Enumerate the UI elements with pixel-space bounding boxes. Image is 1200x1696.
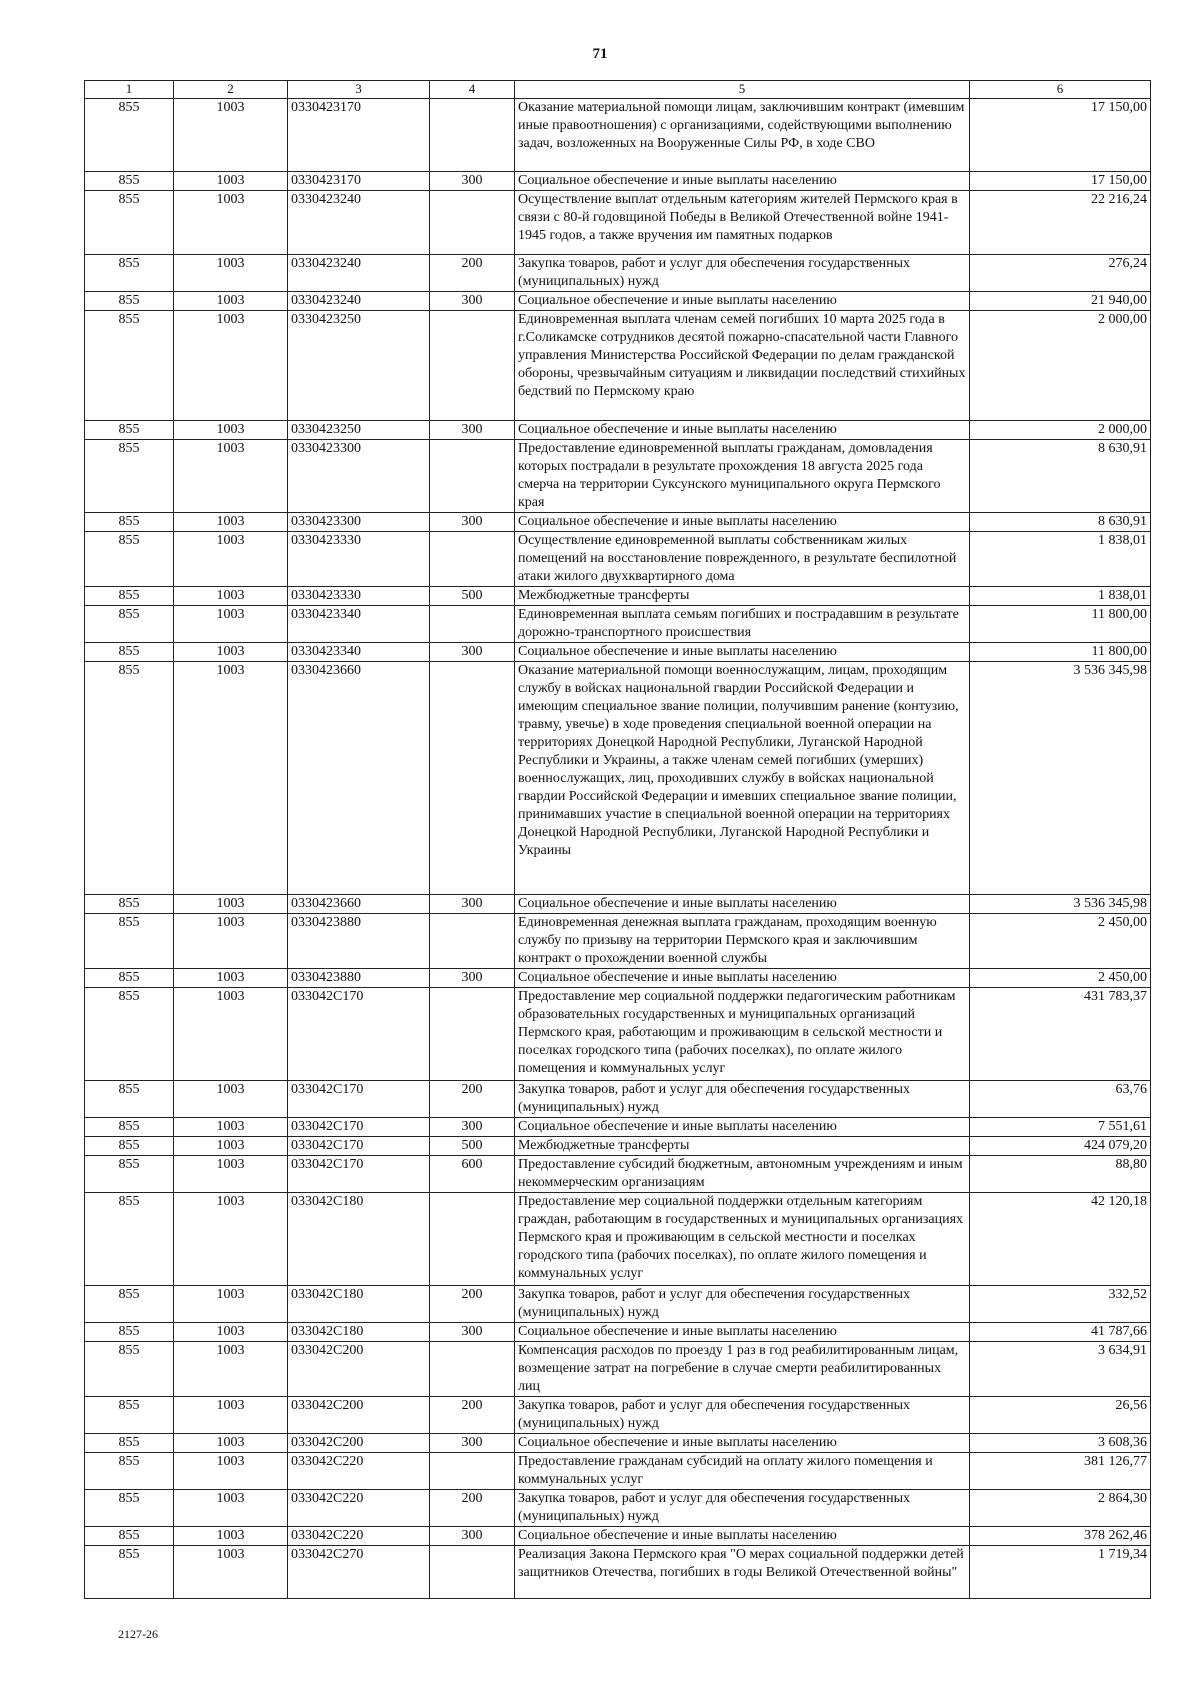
- cell-target-article: 0330423340: [288, 606, 430, 643]
- cell-name: Компенсация расходов по проезду 1 раз в год реабилитированным лицам, возмещение затрат на погребение в случае смерти реабилитированных лиц: [515, 1342, 970, 1397]
- cell-target-article: 0330423170: [288, 172, 430, 191]
- page-number: 71: [592, 46, 608, 62]
- table-row: [85, 513, 1151, 532]
- cell-chapter: 855: [85, 255, 174, 292]
- cell-section: 1003: [174, 1453, 288, 1490]
- table-row: [85, 1081, 1151, 1118]
- column-header: 3: [288, 81, 430, 99]
- cell-section: 1003: [174, 1156, 288, 1193]
- cell-name: Предоставление гражданам субсидий на оплату жилого помещения и коммунальных услуг: [515, 1453, 970, 1490]
- column-header: 4: [430, 81, 515, 99]
- cell-target-article: 033042С270: [288, 1546, 430, 1599]
- table-row: [85, 643, 1151, 662]
- table-row: [85, 1453, 1151, 1490]
- cell-amount: 8 630,91: [970, 513, 1151, 532]
- cell-amount: 88,80: [970, 1156, 1151, 1193]
- budget-table: [84, 80, 1151, 1599]
- document-code: 2127-26: [118, 1627, 158, 1641]
- cell-target-article: 033042С170: [288, 1137, 430, 1156]
- cell-section: 1003: [174, 1397, 288, 1434]
- cell-section: 1003: [174, 969, 288, 988]
- cell-target-article: 033042С170: [288, 1081, 430, 1118]
- cell-section: 1003: [174, 1118, 288, 1137]
- cell-amount: 378 262,46: [970, 1527, 1151, 1546]
- cell-target-article: 0330423240: [288, 255, 430, 292]
- cell-name: Межбюджетные трансферты: [515, 1137, 970, 1156]
- table-row: [85, 440, 1151, 513]
- cell-expense-type: [430, 440, 515, 513]
- cell-section: 1003: [174, 421, 288, 440]
- cell-target-article: 0330423660: [288, 895, 430, 914]
- cell-expense-type: 300: [430, 643, 515, 662]
- table-row: [85, 1490, 1151, 1527]
- cell-section: 1003: [174, 440, 288, 513]
- table-row: [85, 292, 1151, 311]
- table-row: [85, 1527, 1151, 1546]
- cell-name: Закупка товаров, работ и услуг для обеспечения государственных (муниципальных) нужд: [515, 1397, 970, 1434]
- cell-target-article: 033042С220: [288, 1527, 430, 1546]
- cell-section: 1003: [174, 513, 288, 532]
- cell-name: Закупка товаров, работ и услуг для обеспечения государственных (муниципальных) нужд: [515, 1286, 970, 1323]
- cell-expense-type: 300: [430, 895, 515, 914]
- cell-name: Единовременная выплата семьям погибших и пострадавшим в результате дорожно-транспортного происшествия: [515, 606, 970, 643]
- cell-expense-type: [430, 311, 515, 421]
- table-row: [85, 895, 1151, 914]
- cell-expense-type: 200: [430, 1286, 515, 1323]
- cell-chapter: 855: [85, 1342, 174, 1397]
- table-row: [85, 1397, 1151, 1434]
- cell-amount: 7 551,61: [970, 1118, 1151, 1137]
- cell-section: 1003: [174, 1434, 288, 1453]
- cell-expense-type: 200: [430, 255, 515, 292]
- cell-expense-type: [430, 662, 515, 895]
- table-row: [85, 662, 1151, 895]
- cell-expense-type: [430, 1342, 515, 1397]
- cell-section: 1003: [174, 1490, 288, 1527]
- column-header: 1: [85, 81, 174, 99]
- cell-expense-type: 300: [430, 172, 515, 191]
- table-row: [85, 532, 1151, 587]
- cell-name: Закупка товаров, работ и услуг для обеспечения государственных (муниципальных) нужд: [515, 255, 970, 292]
- cell-target-article: 0330423250: [288, 311, 430, 421]
- cell-target-article: 033042С200: [288, 1342, 430, 1397]
- cell-target-article: 0330423880: [288, 914, 430, 969]
- cell-amount: 2 000,00: [970, 311, 1151, 421]
- cell-chapter: 855: [85, 421, 174, 440]
- cell-chapter: 855: [85, 1081, 174, 1118]
- cell-expense-type: [430, 1193, 515, 1286]
- cell-name: Социальное обеспечение и иные выплаты населению: [515, 1434, 970, 1453]
- cell-amount: 21 940,00: [970, 292, 1151, 311]
- cell-name: Оказание материальной помощи военнослужащим, лицам, проходящим службу в войсках национальной гвардии Российской Федерации и имеющим специальное звание полиции, получившим ранение (контузию, травму, увечье) в ходе проведения специальной военной операции на территориях Донецкой Народной Республики, Луганской Народной Республики и Украины, а также членам семей погибших (умерших) военнослужащих, лиц, проходивших службу в войсках национальной гвардии Российской Федерации и имевших специальное звание полиции, принимавших участие в специальной военной операции на территориях Донецкой Народной Республики, Луганской Народной Республики и Украины: [515, 662, 970, 895]
- cell-amount: 2 450,00: [970, 914, 1151, 969]
- cell-chapter: 855: [85, 969, 174, 988]
- cell-target-article: 0330423330: [288, 587, 430, 606]
- cell-section: 1003: [174, 1286, 288, 1323]
- table-row: [85, 1193, 1151, 1286]
- table-row: [85, 255, 1151, 292]
- cell-name: Социальное обеспечение и иные выплаты населению: [515, 292, 970, 311]
- cell-target-article: 0330423880: [288, 969, 430, 988]
- cell-amount: 2 000,00: [970, 421, 1151, 440]
- cell-section: 1003: [174, 662, 288, 895]
- table-row: [85, 421, 1151, 440]
- cell-name: Социальное обеспечение и иные выплаты населению: [515, 895, 970, 914]
- cell-target-article: 033042С180: [288, 1286, 430, 1323]
- cell-section: 1003: [174, 532, 288, 587]
- cell-section: 1003: [174, 1323, 288, 1342]
- cell-name: Осуществление единовременной выплаты собственникам жилых помещений на восстановление поврежденного, в результате беспилотной атаки жилого двухквартирного дома: [515, 532, 970, 587]
- cell-amount: 3 608,36: [970, 1434, 1151, 1453]
- cell-expense-type: 200: [430, 1081, 515, 1118]
- cell-chapter: 855: [85, 1527, 174, 1546]
- cell-expense-type: [430, 1546, 515, 1599]
- cell-chapter: 855: [85, 311, 174, 421]
- cell-amount: 276,24: [970, 255, 1151, 292]
- cell-chapter: 855: [85, 895, 174, 914]
- cell-section: 1003: [174, 172, 288, 191]
- cell-amount: 3 536 345,98: [970, 895, 1151, 914]
- cell-section: 1003: [174, 988, 288, 1081]
- cell-target-article: 033042С220: [288, 1453, 430, 1490]
- cell-section: 1003: [174, 1081, 288, 1118]
- cell-section: 1003: [174, 606, 288, 643]
- cell-section: 1003: [174, 1527, 288, 1546]
- cell-target-article: 033042С180: [288, 1193, 430, 1286]
- cell-section: 1003: [174, 587, 288, 606]
- cell-expense-type: [430, 1453, 515, 1490]
- cell-name: Социальное обеспечение и иные выплаты населению: [515, 1323, 970, 1342]
- cell-expense-type: 300: [430, 1118, 515, 1137]
- cell-amount: 26,56: [970, 1397, 1151, 1434]
- cell-target-article: 0330423240: [288, 292, 430, 311]
- cell-name: Реализация Закона Пермского края "О мерах социальной поддержки детей защитников Отечества, погибших в годы Великой Отечественной войны": [515, 1546, 970, 1599]
- table-row: [85, 1342, 1151, 1397]
- cell-section: 1003: [174, 895, 288, 914]
- cell-expense-type: 500: [430, 587, 515, 606]
- cell-name: Социальное обеспечение и иные выплаты населению: [515, 969, 970, 988]
- table-row: [85, 606, 1151, 643]
- cell-target-article: 0330423170: [288, 99, 430, 172]
- cell-name: Социальное обеспечение и иные выплаты населению: [515, 1527, 970, 1546]
- cell-name: Предоставление единовременной выплаты гражданам, домовладения которых пострадали в результате прохождения 18 августа 2025 года смерча на территории Суксунского муниципального округа Пермского края: [515, 440, 970, 513]
- table-row: [85, 914, 1151, 969]
- cell-amount: 2 450,00: [970, 969, 1151, 988]
- table-row: [85, 99, 1151, 172]
- cell-chapter: 855: [85, 1397, 174, 1434]
- cell-section: 1003: [174, 1193, 288, 1286]
- cell-target-article: 0330423660: [288, 662, 430, 895]
- cell-expense-type: [430, 606, 515, 643]
- cell-amount: 3 634,91: [970, 1342, 1151, 1397]
- cell-expense-type: [430, 99, 515, 172]
- cell-expense-type: 500: [430, 1137, 515, 1156]
- cell-section: 1003: [174, 191, 288, 255]
- table-row: [85, 1546, 1151, 1599]
- cell-section: 1003: [174, 255, 288, 292]
- cell-expense-type: 300: [430, 1434, 515, 1453]
- column-header: 5: [515, 81, 970, 99]
- cell-expense-type: [430, 532, 515, 587]
- cell-chapter: 855: [85, 532, 174, 587]
- cell-amount: 381 126,77: [970, 1453, 1151, 1490]
- cell-section: 1003: [174, 1546, 288, 1599]
- table-row: [85, 969, 1151, 988]
- cell-chapter: 855: [85, 440, 174, 513]
- cell-name: Единовременная выплата членам семей погибших 10 марта 2025 года в г.Соликамске сотрудников десятой пожарно-спасательной части Главного управления Министерства Российской Федерации по делам гражданской обороны, чрезвычайным ситуациям и ликвидации последствий стихийных бедствий по Пермскому краю: [515, 311, 970, 421]
- cell-amount: 42 120,18: [970, 1193, 1151, 1286]
- cell-amount: 332,52: [970, 1286, 1151, 1323]
- cell-amount: 424 079,20: [970, 1137, 1151, 1156]
- cell-chapter: 855: [85, 988, 174, 1081]
- cell-target-article: 033042С180: [288, 1323, 430, 1342]
- cell-amount: 17 150,00: [970, 99, 1151, 172]
- cell-section: 1003: [174, 311, 288, 421]
- cell-expense-type: 300: [430, 292, 515, 311]
- cell-chapter: 855: [85, 662, 174, 895]
- cell-name: Социальное обеспечение и иные выплаты населению: [515, 513, 970, 532]
- cell-name: Социальное обеспечение и иные выплаты населению: [515, 421, 970, 440]
- table-row: [85, 587, 1151, 606]
- cell-target-article: 033042С170: [288, 988, 430, 1081]
- cell-chapter: 855: [85, 914, 174, 969]
- table-row: [85, 172, 1151, 191]
- table-row: [85, 988, 1151, 1081]
- cell-chapter: 855: [85, 1156, 174, 1193]
- cell-expense-type: 300: [430, 969, 515, 988]
- cell-target-article: 0330423250: [288, 421, 430, 440]
- cell-chapter: 855: [85, 292, 174, 311]
- table-row: [85, 1286, 1151, 1323]
- cell-chapter: 855: [85, 606, 174, 643]
- cell-section: 1003: [174, 1137, 288, 1156]
- cell-chapter: 855: [85, 1434, 174, 1453]
- cell-amount: 17 150,00: [970, 172, 1151, 191]
- cell-amount: 1 838,01: [970, 532, 1151, 587]
- table-row: [85, 191, 1151, 255]
- cell-target-article: 0330423240: [288, 191, 430, 255]
- cell-name: Социальное обеспечение и иные выплаты населению: [515, 172, 970, 191]
- cell-section: 1003: [174, 914, 288, 969]
- cell-expense-type: 300: [430, 513, 515, 532]
- cell-amount: 431 783,37: [970, 988, 1151, 1081]
- cell-expense-type: [430, 191, 515, 255]
- cell-target-article: 033042С220: [288, 1490, 430, 1527]
- table-header-row: [85, 81, 1151, 99]
- cell-name: Межбюджетные трансферты: [515, 587, 970, 606]
- cell-expense-type: [430, 914, 515, 969]
- cell-expense-type: 300: [430, 1323, 515, 1342]
- cell-amount: 1 719,34: [970, 1546, 1151, 1599]
- cell-target-article: 033042С170: [288, 1156, 430, 1193]
- cell-chapter: 855: [85, 587, 174, 606]
- cell-name: Единовременная денежная выплата гражданам, проходящим военную службу по призыву на территории Пермского края и заключившим контракт о прохождении военной службы: [515, 914, 970, 969]
- cell-chapter: 855: [85, 1453, 174, 1490]
- cell-expense-type: 300: [430, 1527, 515, 1546]
- cell-expense-type: [430, 988, 515, 1081]
- cell-name: Оказание материальной помощи лицам, заключившим контракт (имевшим иные правоотношения) с организациями, содействующими выполнению задач, возложенных на Вооруженные Силы РФ, в ходе СВО: [515, 99, 970, 172]
- cell-chapter: 855: [85, 99, 174, 172]
- cell-name: Закупка товаров, работ и услуг для обеспечения государственных (муниципальных) нужд: [515, 1081, 970, 1118]
- cell-target-article: 033042С200: [288, 1434, 430, 1453]
- table-row: [85, 1323, 1151, 1342]
- cell-target-article: 033042С200: [288, 1397, 430, 1434]
- cell-amount: 22 216,24: [970, 191, 1151, 255]
- table-row: [85, 1137, 1151, 1156]
- cell-expense-type: 300: [430, 421, 515, 440]
- column-header: 2: [174, 81, 288, 99]
- cell-chapter: 855: [85, 1546, 174, 1599]
- cell-chapter: 855: [85, 191, 174, 255]
- cell-chapter: 855: [85, 1137, 174, 1156]
- cell-expense-type: 600: [430, 1156, 515, 1193]
- cell-chapter: 855: [85, 643, 174, 662]
- cell-name: Социальное обеспечение и иные выплаты населению: [515, 643, 970, 662]
- cell-amount: 3 536 345,98: [970, 662, 1151, 895]
- cell-section: 1003: [174, 643, 288, 662]
- cell-name: Предоставление мер социальной поддержки отдельным категориям граждан, работающим в государственных и муниципальных организациях Пермского края и проживающим в сельской местности и поселках городского типа (рабочих поселках), по оплате жилого помещения и коммунальных услуг: [515, 1193, 970, 1286]
- cell-amount: 1 838,01: [970, 587, 1151, 606]
- cell-name: Предоставление мер социальной поддержки педагогическим работникам образовательных государственных и муниципальных организаций Пермского края, работающим и проживающим в сельской местности и поселках городского типа (рабочих поселках), по оплате жилого помещения и коммунальных услуг: [515, 988, 970, 1081]
- cell-amount: 8 630,91: [970, 440, 1151, 513]
- cell-target-article: 0330423300: [288, 513, 430, 532]
- cell-name: Закупка товаров, работ и услуг для обеспечения государственных (муниципальных) нужд: [515, 1490, 970, 1527]
- cell-target-article: 0330423300: [288, 440, 430, 513]
- cell-name: Предоставление субсидий бюджетным, автономным учреждениям и иным некоммерческим организациям: [515, 1156, 970, 1193]
- cell-chapter: 855: [85, 1286, 174, 1323]
- table-row: [85, 1156, 1151, 1193]
- cell-chapter: 855: [85, 1193, 174, 1286]
- cell-target-article: 0330423330: [288, 532, 430, 587]
- cell-chapter: 855: [85, 1490, 174, 1527]
- table-row: [85, 1434, 1151, 1453]
- cell-amount: 63,76: [970, 1081, 1151, 1118]
- cell-name: Осуществление выплат отдельным категориям жителей Пермского края в связи с 80-й годовщиной Победы в Великой Отечественной войне 1941-1945 годов, а также вручения им памятных подарков: [515, 191, 970, 255]
- cell-section: 1003: [174, 99, 288, 172]
- cell-amount: 2 864,30: [970, 1490, 1151, 1527]
- cell-expense-type: 200: [430, 1397, 515, 1434]
- cell-section: 1003: [174, 292, 288, 311]
- cell-name: Социальное обеспечение и иные выплаты населению: [515, 1118, 970, 1137]
- cell-chapter: 855: [85, 513, 174, 532]
- cell-target-article: 0330423340: [288, 643, 430, 662]
- cell-target-article: 033042С170: [288, 1118, 430, 1137]
- cell-chapter: 855: [85, 172, 174, 191]
- column-header: 6: [970, 81, 1151, 99]
- cell-amount: 11 800,00: [970, 643, 1151, 662]
- cell-expense-type: 200: [430, 1490, 515, 1527]
- table-row: [85, 1118, 1151, 1137]
- cell-amount: 41 787,66: [970, 1323, 1151, 1342]
- cell-chapter: 855: [85, 1323, 174, 1342]
- cell-section: 1003: [174, 1342, 288, 1397]
- table-row: [85, 311, 1151, 421]
- cell-chapter: 855: [85, 1118, 174, 1137]
- cell-amount: 11 800,00: [970, 606, 1151, 643]
